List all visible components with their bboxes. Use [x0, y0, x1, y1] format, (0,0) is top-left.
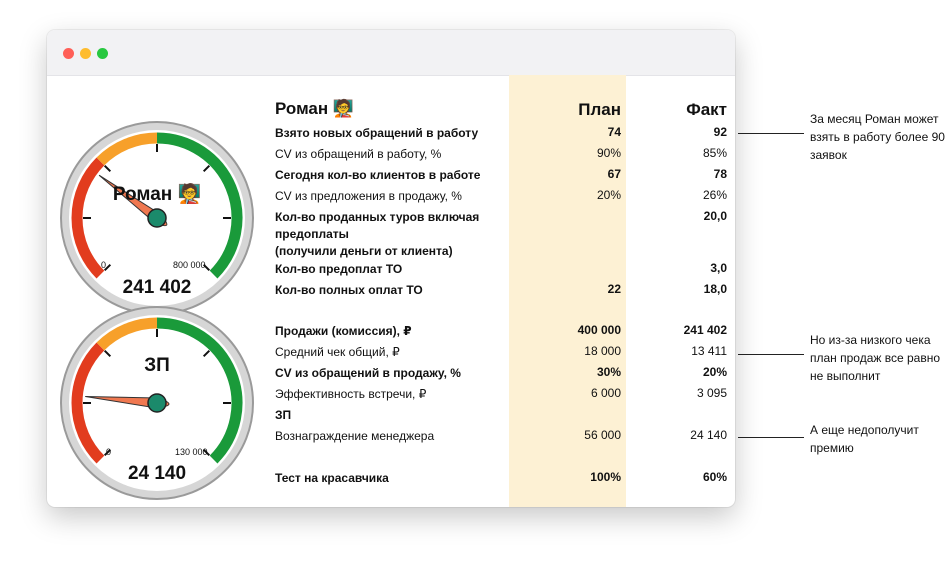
row-plan-value: 90% — [596, 146, 621, 160]
sales-gauge-title: Роман 🧑‍🏫 — [112, 184, 202, 205]
maximize-window-button[interactable] — [97, 48, 108, 59]
row-label: Сегодня кол-во клиентов в работе — [275, 168, 481, 182]
row-plan-value: 67 — [607, 167, 621, 181]
row-plan-value: 74 — [607, 125, 621, 139]
plan-column-header: План — [578, 100, 621, 119]
salary-gauge-title: ЗП — [144, 355, 170, 376]
row-label: Тест на красавчика — [275, 471, 389, 485]
row-fact-value: 13 411 — [691, 344, 727, 358]
row-fact-value: 20% — [702, 365, 727, 379]
row-fact-value: 60% — [702, 470, 727, 484]
table-row — [275, 344, 735, 364]
sales-gauge-value: 241 402 — [122, 277, 192, 298]
gauge-hub — [148, 394, 166, 412]
row-plan-value: 18 000 — [584, 344, 621, 358]
row-fact-value: 18,0 — [703, 282, 727, 296]
annotation-connector-2 — [738, 354, 804, 355]
row-plan-value: 400 000 — [577, 323, 621, 337]
table-row — [275, 146, 735, 166]
table-row — [275, 365, 735, 385]
row-label: Взято новых обращений в работу — [275, 126, 479, 140]
table-row — [275, 125, 735, 145]
table-row — [275, 323, 735, 343]
row-fact-value: 24 140 — [690, 428, 727, 442]
manager-name-header: Роман 🧑‍🏫 — [275, 99, 355, 118]
row-label: CV из предложения в продажу, % — [275, 189, 462, 203]
table-row — [275, 188, 735, 208]
salary-gauge-value: 24 140 — [127, 463, 187, 484]
row-fact-value: 26% — [702, 188, 727, 202]
salary-gauge — [57, 303, 257, 503]
sales-gauge-min-label: 0 — [101, 260, 107, 270]
browser-window — [47, 30, 735, 507]
table-row — [275, 209, 735, 259]
row-plan-value: 22 — [607, 282, 621, 296]
row-fact-value: 3 095 — [696, 386, 727, 400]
table-row — [275, 282, 735, 302]
row-fact-value: 3,0 — [710, 261, 727, 275]
annotation-requests: За месяц Роман может взять в работу более 90 заявок — [810, 112, 945, 162]
row-label: Вознаграждение менеджера — [275, 429, 435, 443]
row-fact-value: 20,0 — [703, 209, 727, 223]
gauge-hub — [148, 209, 166, 227]
row-label: CV из обращений в продажу, % — [275, 366, 461, 380]
sales-gauge-max-label: 800 000 — [173, 260, 206, 270]
row-label: Кол-во предоплат ТО — [275, 262, 403, 276]
sales-gauge — [57, 118, 257, 318]
row-plan-value: 56 000 — [584, 428, 621, 442]
table-row — [275, 261, 735, 281]
annotation-connector-3 — [738, 437, 804, 438]
row-plan-value: 20% — [596, 188, 621, 202]
row-label: Эффективность встречи, ₽ — [275, 387, 427, 401]
row-plan-value: 100% — [590, 470, 621, 484]
minimize-window-button[interactable] — [80, 48, 91, 59]
annotation-connector-1 — [738, 133, 804, 134]
salary-gauge-max-label: 130 000 — [175, 447, 208, 457]
row-label: Кол-во проданных туров включая предоплаты (получили деньги от клиента) — [275, 210, 480, 258]
table-header — [275, 100, 735, 124]
table-row — [275, 428, 735, 448]
row-plan-value: 30% — [596, 365, 621, 379]
table-row — [275, 386, 735, 406]
fact-column-header: Факт — [686, 100, 727, 119]
table-row — [275, 167, 735, 187]
table-row — [275, 407, 735, 427]
row-fact-value: 85% — [702, 146, 727, 160]
annotation-avg-check: Но из-за низкого чека план продаж все равно не выполнит — [810, 333, 941, 383]
title-bar — [47, 30, 735, 76]
row-label: CV из обращений в работу, % — [275, 147, 442, 161]
table-row — [275, 470, 735, 490]
annotation-bonus: А еще недополучит премию — [810, 423, 919, 455]
row-fact-value: 78 — [713, 167, 727, 181]
row-plan-value: 6 000 — [590, 386, 621, 400]
row-label: ЗП — [275, 408, 292, 422]
row-label: Кол-во полных оплат ТО — [275, 283, 423, 297]
row-fact-value: 241 402 — [683, 323, 727, 337]
close-window-button[interactable] — [63, 48, 74, 59]
row-label: Средний чек общий, ₽ — [275, 345, 400, 359]
salary-gauge-min-label: 0 — [106, 447, 112, 457]
row-fact-value: 92 — [713, 125, 727, 139]
row-label: Продажи (комиссия), ₽ — [275, 324, 412, 338]
